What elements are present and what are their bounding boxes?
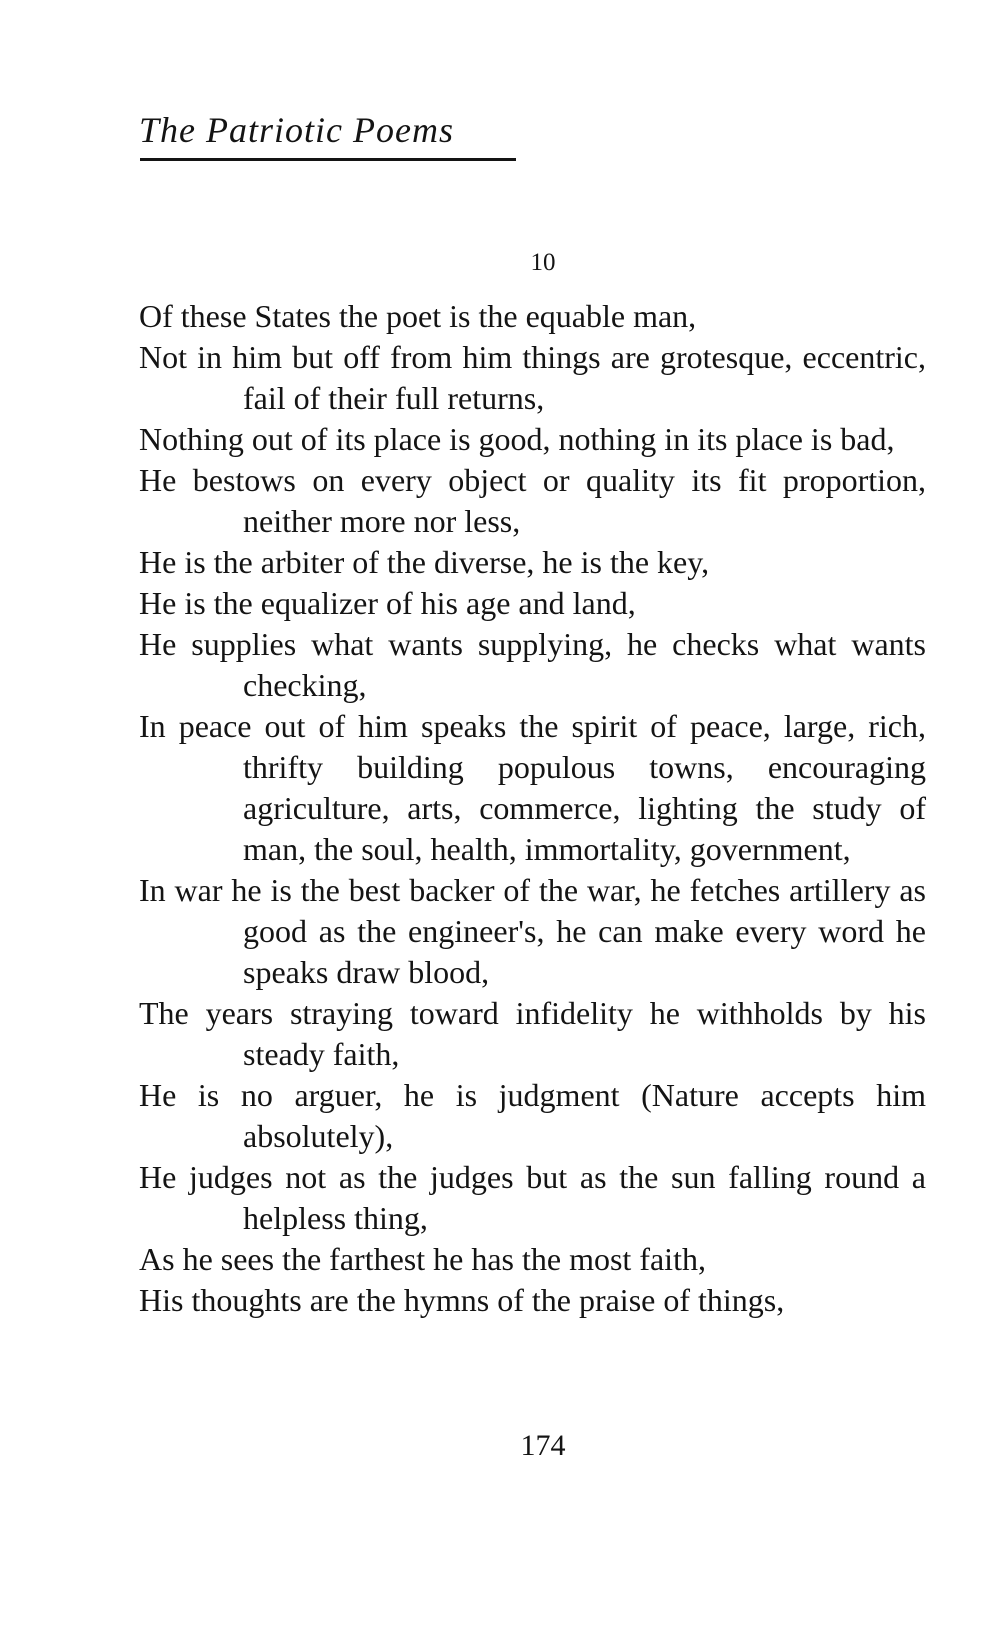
section-number: 10 — [530, 249, 556, 276]
poem-line: Not in him but off from him things are grotesque, eccentric, fail of their full returns, — [139, 339, 926, 416]
poem-line: He judges not as the judges but as the sun falling round a helpless thing, — [139, 1159, 926, 1236]
poem-body — [139, 296, 926, 1321]
page-number: 174 — [520, 1429, 566, 1462]
poem-line: The years straying toward infidelity he withholds by his steady faith, — [139, 995, 926, 1072]
poem-line: He is the arbiter of the diverse, he is the key, — [139, 544, 710, 580]
poem-line: His thoughts are the hymns of the praise of things, — [139, 1282, 785, 1318]
poem-line: He is the equalizer of his age and land, — [139, 585, 636, 621]
running-head-title: The Patriotic Poems — [139, 110, 454, 150]
header-rule — [140, 158, 516, 161]
poem-line: Of these States the poet is the equable man, — [139, 298, 697, 334]
poem-line: In peace out of him speaks the spirit of peace, large, rich, thrifty building populous towns, encouraging agriculture, arts, commerce, lighting the study of man, the soul, health, immortality, government, — [139, 708, 926, 867]
poem-line: Nothing out of its place is good, nothing in its place is bad, — [139, 421, 895, 457]
poem-line: He is no arguer, he is judgment (Nature accepts him absolutely), — [139, 1077, 926, 1154]
poem-line: He supplies what wants supplying, he checks what wants checking, — [139, 626, 926, 703]
poem-line: He bestows on every object or quality its fit proportion, neither more nor less, — [139, 462, 926, 539]
poem-line: As he sees the farthest he has the most faith, — [139, 1241, 706, 1277]
poem-line: In war he is the best backer of the war, he fetches artillery as good as the engineer's, he can make every word he speaks draw blood, — [139, 872, 926, 990]
